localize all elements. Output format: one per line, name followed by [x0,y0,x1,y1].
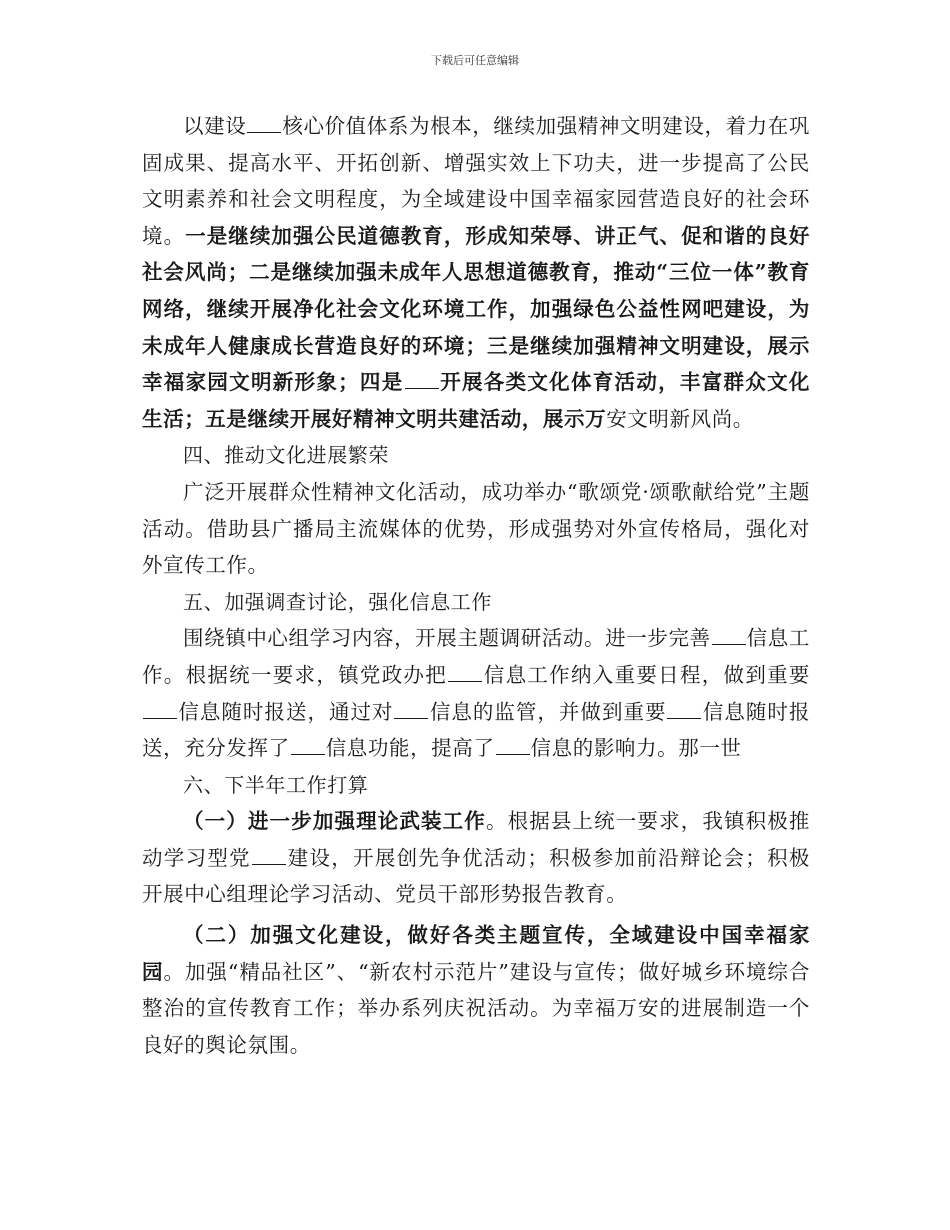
text: 。根据县上统一要求，我镇积极推动学习型党 [142,809,810,870]
text: 信息工作纳入重要日程，做到重要 [483,662,811,687]
fill-blank [247,131,281,133]
page-header: 下载后可任意编辑 [431,54,519,67]
fill-blank [448,680,482,682]
text: 建设，开展创先争优活动；积极参加前沿辩论会；积极开展中心组理论学习活动、党员干部形势报告教育。 [142,845,810,907]
text: 以建设 [183,114,247,138]
paragraph-culture-building [142,917,810,1063]
bold-text: （二）加强文化建设，做好各类主题宣传，全域建设中国幸福家园 [142,923,810,984]
section-heading-5: 五、加强调查讨论，强化信息工作 [183,589,492,614]
text: 信息工作。根据统一要求，镇党政办把 [142,626,810,687]
document-body [142,108,810,1063]
text: 信息功能，提高了 [325,736,495,761]
text: 。加强“精品社区”、“新农村示范片”建设与宣传；做好城乡环境综合整治的宣传教育工作；举办系列庆祝活动。为幸福万安的进展制造一个良好的舆论氛围。 [142,959,810,1057]
bold-text: （一）进一步加强理论武装工作 [183,809,486,834]
paragraph-information [142,620,810,766]
text: 核心价值体系为根本，继续加强精神文明建设，着力在巩固成果、提高水平、开拓创新、增强实效上下功夫，进一步提高了公民文明素养和社会文明程度，为全域建设中国幸福家园营造良好的社会环境。 [142,114,810,248]
text: 信息随时报送，通过对 [178,699,394,724]
fill-blank [143,717,177,719]
fill-blank [496,753,530,755]
section-heading-4: 四、推动文化进展繁荣 [183,443,389,468]
section-heading-6: 六、下半年工作打算 [183,772,369,797]
bold-text: 一是继续加强公民道德教育，形成知荣辱、讲正气、促和谐的良好社会风尚；二是继续加强未成年人思想道德教育，推动“三位一体”教育网络，继续开展净化社会文化环境工作，加强绿色公益性网吧建设，为未成年人健康成长营造良好的环境；三是继续加强精神文明建设，展示幸福家园文明新形象；四是 [142,223,811,395]
fill-blank [667,717,701,719]
text: 安文明新风尚。 [606,406,754,431]
fill-blank [291,753,325,755]
fill-blank [712,643,746,645]
paragraph-civilization [142,108,810,437]
text: 信息的影响力。那一世 [530,736,742,761]
fill-blank [394,717,428,719]
paragraph-culture: 广泛开展群众性精神文化活动，成功举办“歌颂党·颂歌献给党”主题活动。借助县广播局主流媒体的优势，形成强势对外宣传格局，强化对外宣传工作。 [142,479,810,578]
fill-blank [252,863,286,865]
fill-blank [405,387,439,389]
bold-text: 开展各类文化体育活动，丰富群众文化生活；五是继续开展好精神文明共建活动，展示万 [142,370,810,431]
text: 围绕镇中心组学习内容，开展主题调研活动。进一步完善 [183,626,711,651]
paragraph-theory [142,803,810,913]
text: 信息的监管，并做到重要 [429,699,667,724]
text: 信息随时报送，充分发挥了 [142,699,811,761]
